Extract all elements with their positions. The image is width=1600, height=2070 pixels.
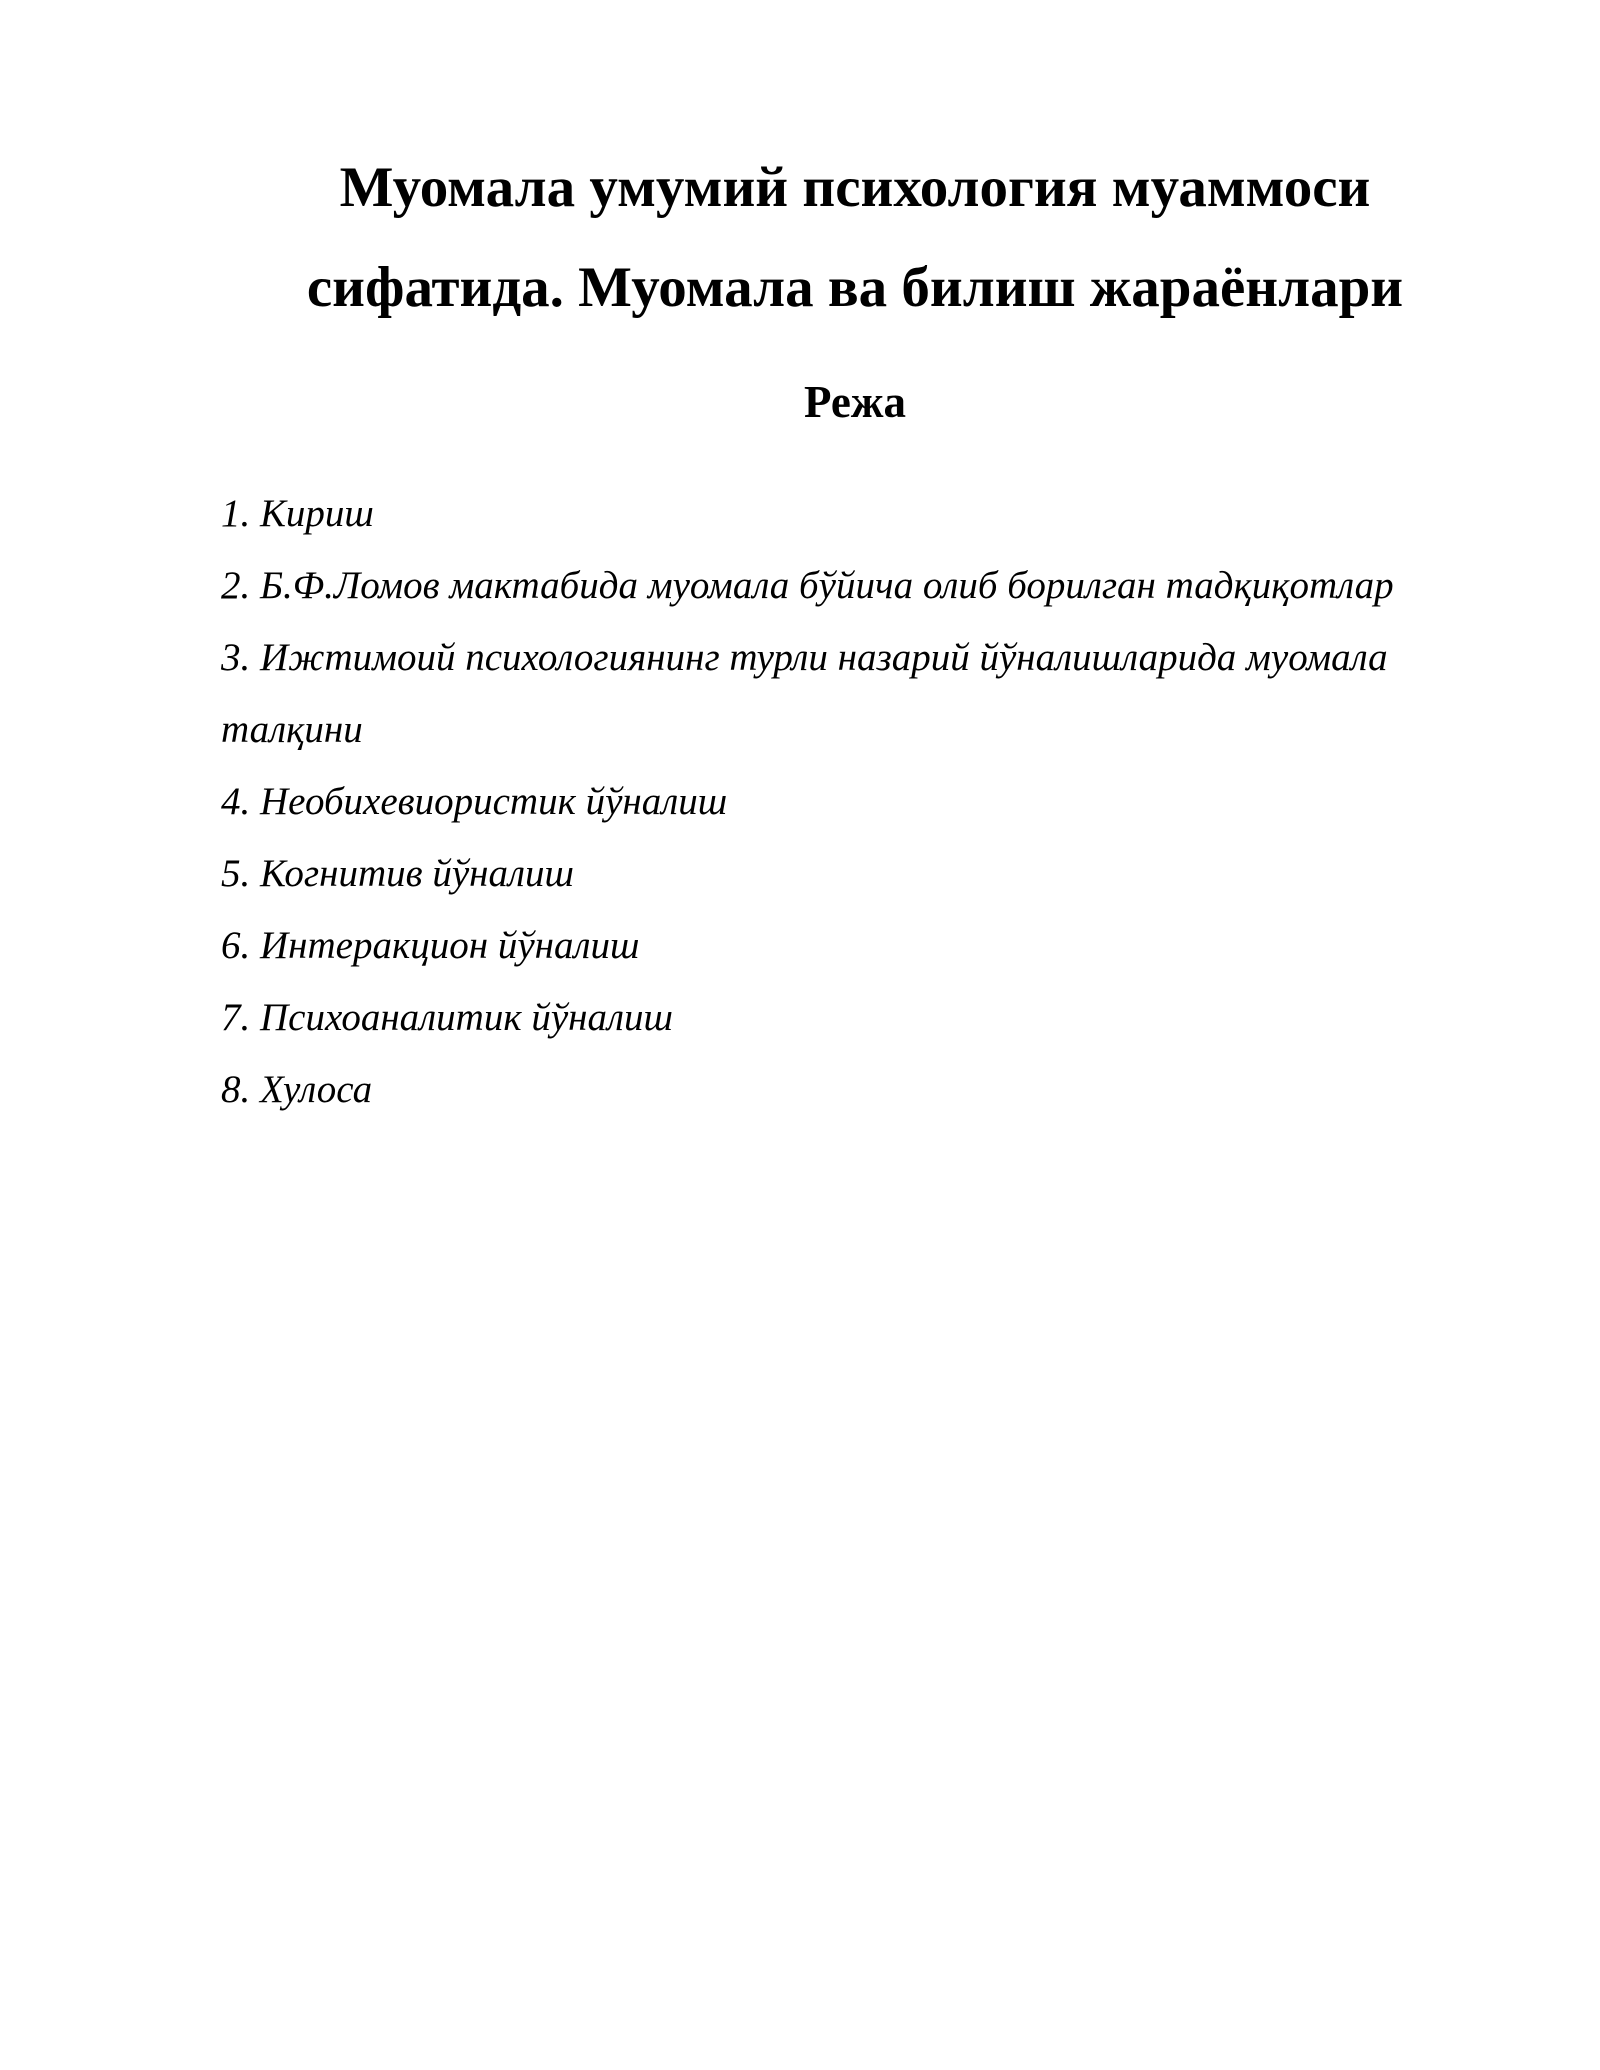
plan-item-6: 6. Интеракцион йўналиш	[221, 924, 640, 967]
plan-item-7: 7. Психоаналитик йўналиш	[221, 996, 673, 1039]
plan-item-1: 1. Кириш	[221, 492, 374, 535]
plan-item-2: 2. Б.Ф.Ломов мактабида муомала бўйича олиб борилган тадқиқотлар	[221, 564, 1394, 607]
document-title-line-1: Муомала умумий психология муаммоси	[339, 156, 1371, 219]
plan-item-4: 4. Необихевиористик йўналиш	[221, 780, 728, 823]
plan-item-5: 5. Когнитив йўналиш	[221, 852, 574, 895]
plan-list	[221, 478, 1521, 1126]
document-title-line-2: сифатида. Муомала ва билиш жараёнлари	[306, 256, 1404, 319]
document-title	[210, 138, 1500, 338]
plan-item-8: 8. Хулоса	[221, 1068, 373, 1111]
plan-heading: Режа	[804, 377, 906, 427]
plan-item-3: 3. Ижтимоий психологиянинг турли назарий йўналишларида муомала талқини	[221, 636, 1388, 751]
